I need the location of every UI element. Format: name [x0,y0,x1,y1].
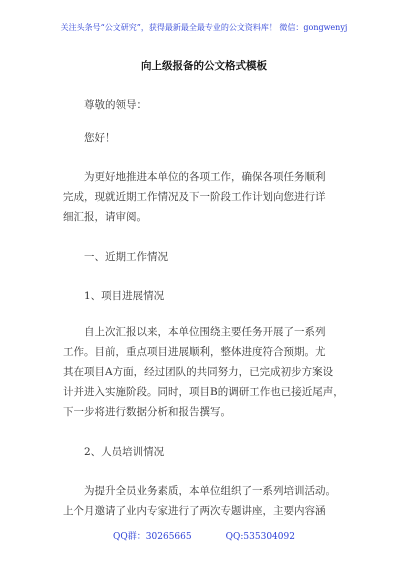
intro-line-3: 细汇报，请审阅。 [63,211,147,223]
section-heading-1: 一、近期工作情况 [84,251,168,263]
header-banner: 关注头条号“公文研究”，获得最新最全最专业的公文资料库！ 微信：gongwenyj [60,23,348,32]
body-line-6: 为提升全员业务素质，本单位组织了一系列培训活动。 [84,485,336,497]
body-line-1: 自上次汇报以来，本单位围绕主要任务开展了一系列 [84,326,326,338]
subsection-heading-1: 1、项目进展情况 [84,290,165,302]
qq-text: QQ:535304092 [225,532,295,542]
body-line-2: 工作。目前，重点项目进展顺利，整体进度符合预期。尤 [63,346,326,358]
body-line-7: 上个月邀请了业内专家进行了两次专题讲座，主要内容涵 [63,505,326,517]
body-line-4: 计并进入实施阶段。同时，项目B的调研工作也已接近尾声， [63,386,344,398]
greeting: 您好！ [84,132,116,144]
subsection-heading-2: 2、人员培训情况 [84,446,165,458]
body-line-3: 其在项目A方面，经过团队的共同努力，已完成初步方案设 [63,366,334,378]
intro-line-1: 为更好地推进本单位的各项工作，确保各项任务顺利 [84,171,326,183]
body-line-5: 下一步将进行数据分析和报告撰写。 [63,406,231,418]
footer-contact [0,531,408,544]
intro-line-2: 完成，现就近期工作情况及下一阶段工作计划向您进行详 [63,191,326,203]
document-title: 向上级报备的公文格式模板 [141,60,267,72]
salutation: 尊敬的领导： [84,99,147,111]
qq-group-text: QQ群：30265665 [113,532,192,542]
